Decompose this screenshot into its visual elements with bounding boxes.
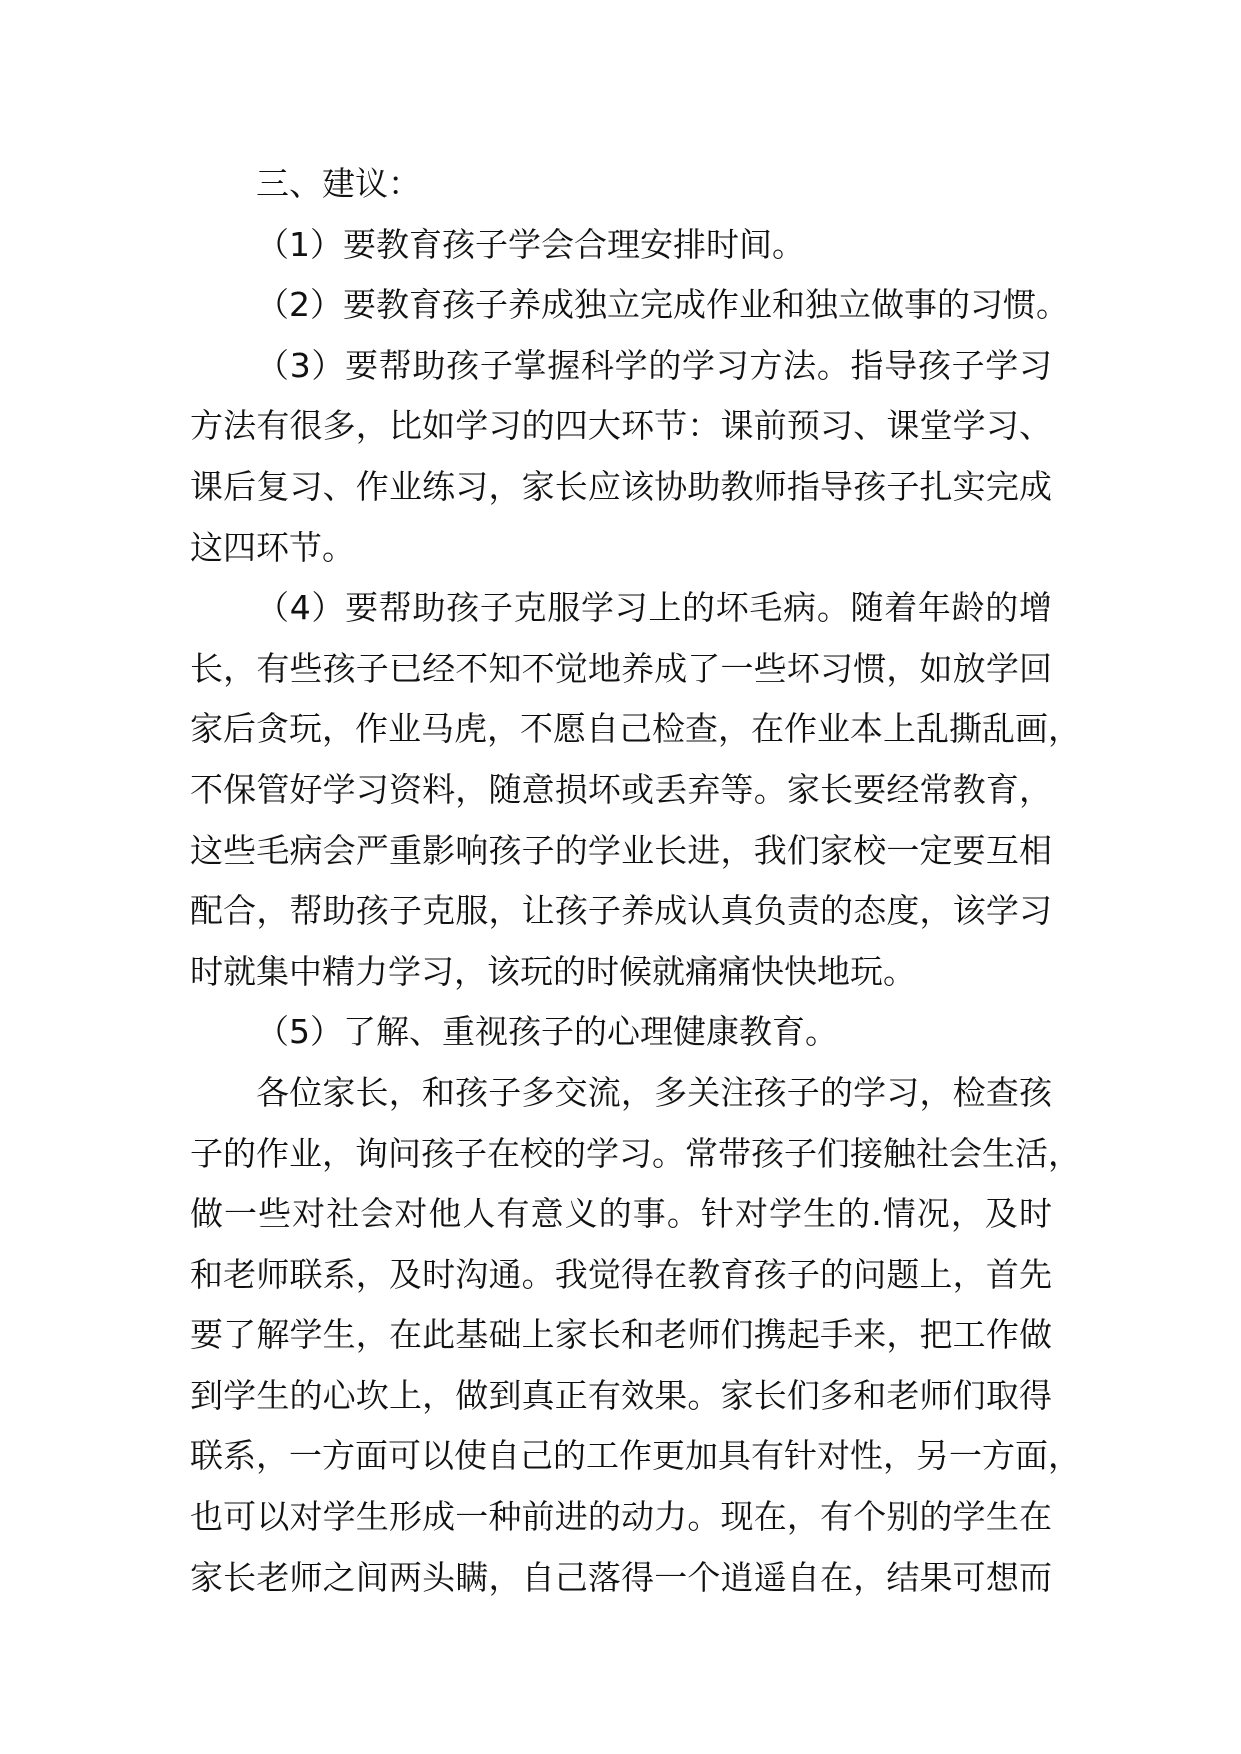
text-line: 家后贪玩，作业马虎，不愿自己检查，在作业本上乱撕乱画， — [190, 709, 1081, 749]
text-line: 各位家长，和孩子多交流，多关注孩子的学习，检查孩 — [256, 1072, 1052, 1112]
text-line: 时就集中精力学习，该玩的时候就痛痛快快地玩。 — [190, 951, 916, 991]
text-line: 这些毛病会严重影响孩子的学业长进，我们家校一定要互相 — [190, 830, 1052, 870]
text-line: 也可以对学生形成一种前进的动力。现在，有个别的学生在 — [190, 1497, 1052, 1537]
text-line: 家长老师之间两头瞒，自己落得一个逍遥自在，结果可想而 — [190, 1557, 1052, 1597]
text-line: （5）了解、重视孩子的心理健康教育。 — [256, 1012, 838, 1052]
paragraph-lines — [190, 215, 1081, 1609]
text-line: 这四环节。 — [190, 527, 355, 567]
text-line: （1）要教育孩子学会合理安排时间。 — [256, 224, 805, 264]
text-line: 和老师联系，及时沟通。我觉得在教育孩子的问题上，首先 — [190, 1254, 1052, 1294]
section-heading: 三、建议： — [256, 164, 421, 203]
text-line: 长，有些孩子已经不知不觉地养成了一些坏习惯，如放学回 — [190, 648, 1052, 688]
text-line: 配合，帮助孩子克服，让孩子养成认真负责的态度，该学习 — [190, 891, 1052, 931]
text-line: （3）要帮助孩子掌握科学的学习方法。指导孩子学习 — [256, 345, 1052, 385]
text-line: 联系，一方面可以使自己的工作更加具有针对性，另一方面， — [190, 1436, 1081, 1476]
text-line: （4）要帮助孩子克服学习上的坏毛病。随着年龄的增 — [256, 588, 1052, 628]
text-line: 子的作业，询问孩子在校的学习。常带孩子们接触社会生活， — [190, 1133, 1081, 1173]
text-line: 不保管好学习资料，随意损坏或丢弃等。家长要经常教育， — [190, 769, 1052, 809]
text-line: （2）要教育孩子养成独立完成作业和独立做事的习惯。 — [256, 285, 1069, 325]
text-line: 课后复习、作业练习，家长应该协助教师指导孩子扎实完成 — [190, 466, 1052, 506]
document-body — [190, 154, 1081, 1608]
text-line: 要了解学生，在此基础上家长和老师们携起手来，把工作做 — [190, 1315, 1052, 1355]
text-line: 到学生的心坎上，做到真正有效果。家长们多和老师们取得 — [190, 1375, 1052, 1415]
text-line: 方法有很多，比如学习的四大环节：课前预习、课堂学习、 — [190, 406, 1052, 446]
text-line: 做一些对社会对他人有意义的事。针对学生的.情况，及时 — [190, 1194, 1052, 1234]
